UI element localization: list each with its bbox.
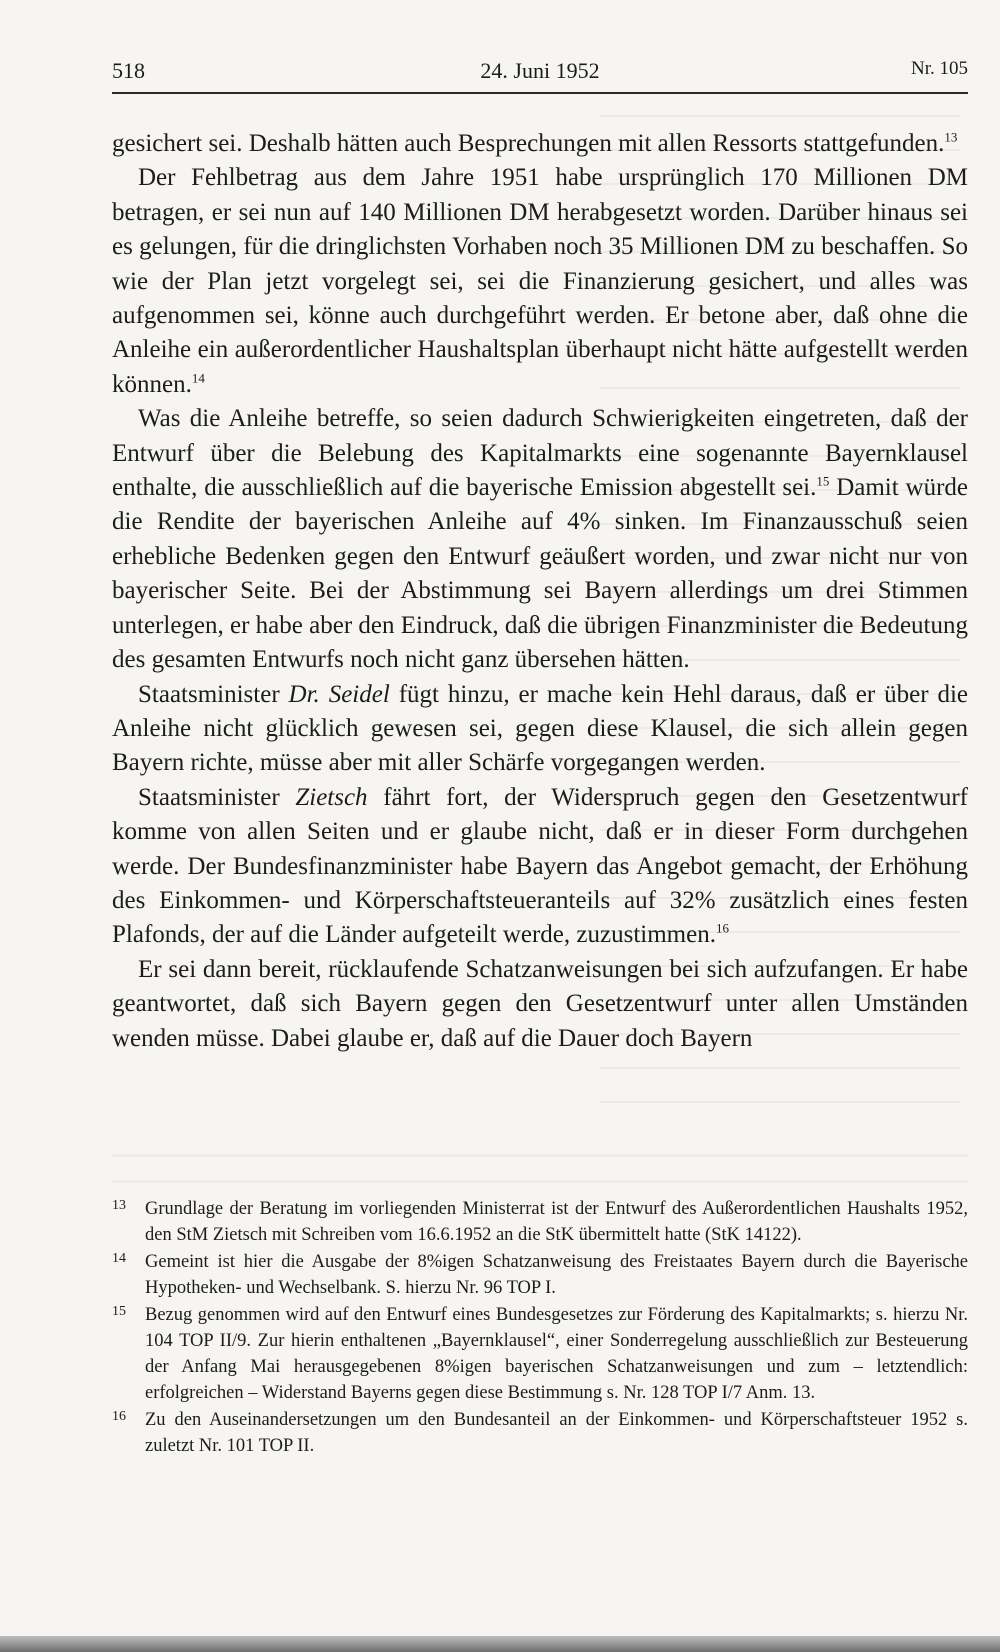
person-name: Zietsch xyxy=(295,783,368,811)
main-text xyxy=(112,127,968,1056)
footnote-reference: 14 xyxy=(191,370,205,386)
footnote-reference: 13 xyxy=(944,129,958,145)
footnote-number: 16 xyxy=(112,1409,126,1424)
page-number: 518 xyxy=(112,58,145,83)
paragraph-text: Der Fehlbetrag aus dem Jahre 1951 habe ursprünglich 170 Millionen DM betragen, er sei nun auf 140 Millionen DM herabgesetzt worden. Darüber hinaus sei es gelungen, für die dringlichsten Vorhaben noch 35 Millionen DM zu beschaffen. So wie der Plan jetzt vorgelegt sei, sei die Finanzierung gesichert, und alles was aufgenommen sei, könne auch durchgeführt werden. Er betone aber, daß ohne die Anleihe ein außerordentlicher Haushaltsplan überhaupt nicht hätte aufgestellt werden können. xyxy=(112,164,968,398)
running-header xyxy=(112,58,968,90)
header-rule xyxy=(112,92,968,94)
footnote xyxy=(112,1249,968,1301)
scan-edge xyxy=(0,1636,1000,1652)
paragraph-text: gesichert sei. Deshalb hätten auch Besprechungen mit allen Ressorts stattgefunden. xyxy=(112,130,945,157)
footnote-text: Grundlage der Beratung im vorliegenden Ministerrat ist der Entwurf des Außerordentlichen Haushalts 1952, den StM Zietsch mit Schreiben vom 16.6.1952 an die StK übermittelt hatte (StK 14122). xyxy=(145,1199,968,1245)
issue-number: Nr. 105 xyxy=(911,58,968,79)
paragraph-text: Er sei dann bereit, rücklaufende Schatzanweisungen bei sich aufzufangen. Er habe geantwortet, daß sich Bayern gegen den Gesetzentwurf unter allen Umständen wenden müsse. Dabei glaube er, daß auf die Dauer doch Bayern xyxy=(112,955,968,1052)
footnote xyxy=(112,1196,968,1248)
paragraph-text: fährt fort, der Widerspruch gegen den Gesetzentwurf komme von allen Seiten und er glaube nicht, daß er in dieser Form durchgehen werde. Der Bundesfinanzminister habe Bayern das Angebot gemacht, der Erhöhung des Einkommen- und Körperschaftsteueranteils auf 32% zusätzlich eines festen Plafonds, der auf die Länder aufgeteilt werde, zuzustimmen. xyxy=(112,783,968,949)
footnote-text: Bezug genommen wird auf den Entwurf eines Bundesgesetzes zur Förderung des Kapitalmarkts; s. hierzu Nr. 104 TOP II/9. Zur hierin enthaltenen „Bayernklausel“, einer Sonderregelung ausschließlich zur Besteuerung der Anfang Mai herausgegebenen 8%igen bayerischen Schatzanweisungen und zum – letztendlich: erfolgreichen – Widerstand Bayerns gegen diese Bestimmung s. Nr. 128 TOP I/7 Anm. 13. xyxy=(145,1305,968,1403)
person-name: Dr. Seidel xyxy=(288,680,390,708)
footnote-number: 14 xyxy=(112,1251,126,1266)
paragraph xyxy=(112,161,968,402)
header-date: 24. Juni 1952 xyxy=(480,58,600,83)
paragraph-text: Staatsminister xyxy=(138,783,296,811)
paragraph-text: Staatsminister xyxy=(138,680,289,708)
footnote-number: 13 xyxy=(112,1198,126,1213)
paragraph xyxy=(112,402,968,677)
footnotes xyxy=(112,1196,968,1460)
footnote-reference: 15 xyxy=(816,473,830,489)
footnote-number: 15 xyxy=(112,1304,126,1319)
paragraph xyxy=(112,127,968,161)
footnote-text: Zu den Auseinandersetzungen um den Bundesanteil an der Einkommen- und Körperschaftsteuer 1952 s. zuletzt Nr. 101 TOP II. xyxy=(145,1410,968,1456)
footnote-text: Gemeint ist hier die Ausgabe der 8%igen Schatzanweisung des Freistaates Bayern durch die Bayerische Hypotheken- und Wechselbank. S. hierzu Nr. 96 TOP I. xyxy=(145,1252,968,1298)
show-through-text xyxy=(112,1140,968,1190)
paragraph-text: Was die Anleihe betreffe, so seien dadurch Schwierigkeiten eingetreten, daß der Entwurf über die Belebung des Kapitalmarkts eine sogenannte Bayernklausel enthalte, die ausschließlich auf die bayerische Emission abgestellt sei. xyxy=(112,405,968,502)
footnote-reference: 16 xyxy=(715,921,729,937)
footnote xyxy=(112,1302,968,1406)
footnote xyxy=(112,1407,968,1459)
paragraph-text: fügt hinzu, er mache kein Hehl daraus, daß er über die Anleihe nicht glücklich gewesen sei, gegen diese Klausel, die sich allein gegen Bayern richte, müsse aber mit aller Schärfe vorgegangen werden. xyxy=(112,680,968,777)
paragraph xyxy=(112,953,968,1056)
paragraph-text: Damit würde die Rendite der bayerischen Anleihe auf 4% sinken. Im Finanzausschuß seien erhebliche Bedenken gegen den Entwurf geäußert worden, und zwar nicht nur von bayerischer Seite. Bei der Abstimmung sei Bayern allerdings um drei Stimmen unterlegen, er habe aber den Eindruck, daß die übrigen Finanzminister die Bedeutung des gesamten Entwurfs noch nicht ganz übersehen hätten. xyxy=(112,474,969,674)
paragraph xyxy=(112,781,968,953)
paragraph xyxy=(112,678,968,781)
